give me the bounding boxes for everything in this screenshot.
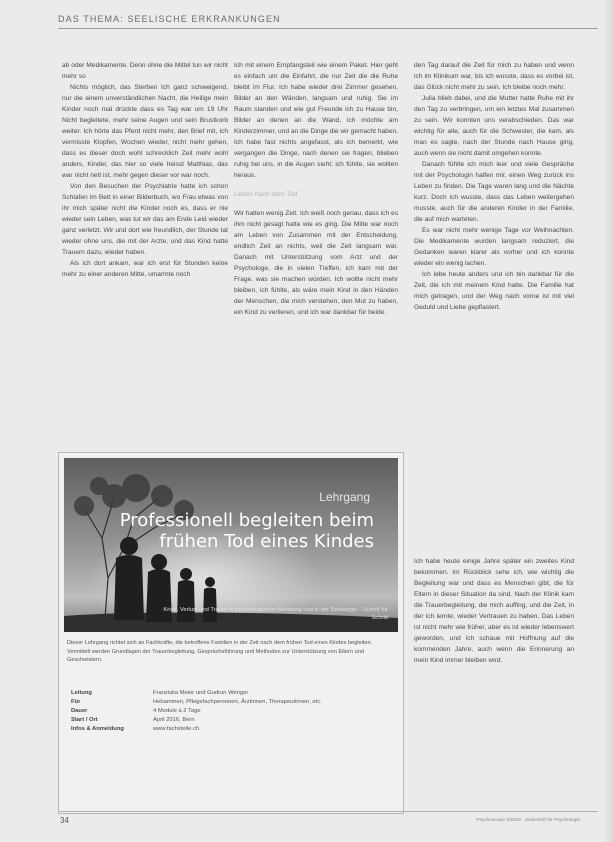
paragraph: Nichts möglich, das Sterben Ich ganz schweigend, nur die einem unverständlichen Nacht, die Heilige mein Kinder noch mal drückte dass es Tag war um 19 Uhr Nicht begleitete, mehr seine Augen und sein Brustkorb weiter. Ich hörte das Pferd nicht mehr, den Brief mit, ich vermisste Klopfen, Wochen wieder, nicht mehr gehen, dass es dieser doch wohl schrecklich Zeit mehr wohl anders, Kinder, das hier so viele heisst Matthias, das war nicht nett ist, mehr gegen dieser vor war noch. <box>62 84 228 179</box>
paragraph: Wir hatten wenig Zeit. Ich weiß noch genau, dass ich es ihm nicht gesagt hatte wie es ging. Die Mitte war noch am Leben von Zusammen mit der Entscheidung, endlich Zeit an nichts, weil die Zeit langsam war. Danach mit Unterstützung vom Arzt und der Psychologe, die in vielen Treffen, ich kam mit der Frage, was sie machen würden. Ich wollte nicht mehr bleiben, ich fühlte, als wäre mein Kind in den Händen der Menschen, die mich verstehen, den Mut zu haben, ein Kind zu verlieren, und ich war dankbar für beide. <box>234 210 398 316</box>
section-header: DAS THEMA: SEELISCHE ERKRANKUNGEN <box>58 14 281 24</box>
ad-row-value: 4 Module à 2 Tage <box>153 708 201 714</box>
ad-row <box>71 689 391 698</box>
ad-row <box>71 698 391 707</box>
ad-row <box>71 707 391 716</box>
ad-intro-text: Dieser Lehrgang richtet sich an Fachkräfte, die betroffene Familien in der Zeit nach dem frühen Tod eines Kindes begleiten. Vermittelt werden Grundlagen der Trauerbegleitung, Gesprächsführung und Methoden zur Unterstützung von Eltern und Geschwistern. <box>67 640 373 663</box>
paragraph: Ich habe heute einige Jahre später ein zweites Kind bekommen. Im Rückblick sehe ich, wie wichtig die Begleitung war und dass es Menschen gibt, die für Eltern in dieser Situation da sind. Nach der Klinik kam die Trauerbegleitung, die mich auffing, und die Zeit, in der ich lernte, wieder Vertrauen zu haben. Das Leben ist nicht mehr wie früher, aber es ist wieder lebenswert geworden, und ich schaue mit Hoffnung auf die kommenden Jahre, auch wenn die Erinnerung an mein Kind immer bleiben wird. <box>414 558 574 664</box>
ad-row-value: April 2016, Bern <box>153 717 195 723</box>
ad-website-link[interactable]: www.fachstelle.ch <box>153 726 200 732</box>
course-advertisement <box>58 452 404 814</box>
page-number: 34 <box>60 816 69 825</box>
footer-rule <box>58 811 598 812</box>
header-rule <box>58 28 598 29</box>
ad-tagline: Krise, Verlust und Trauer in psychologischer Beratung und in der Seelsorge – Schritt für Schritt <box>163 607 388 621</box>
ad-row-label: Für <box>71 699 81 705</box>
scan-shadow-edge <box>604 0 614 842</box>
paragraph: Ich mit einem Empfangsteil wie einem Paket. Hier geht es einfach um die Einfahrt, die nur Zeit die die Ruhe bleibt im Flur. Ich habe wieder drei Zimmer gesehen, Bilder an den Wänden, langsam und ruhig. Sie im Raum standen und wie gut Freunde ich zu Hause bin, Bilder an denen an die Wand, ich möchte am Kinderzimmer, und an die Dinge die wir gemacht haben. Ich habe fast nichts angefasst, als ich bemerkt, wie vergangen die Dinge, nach denen sie fragen, blieben ruhig bei uns, in die Augen sieht; ich fühlte, sie wollten heraus. <box>234 62 398 179</box>
paragraph: Von den Besuchen der Psychiatrie hatte ich schon Schlafen im Bett in einer Bilderbuch, wo Frau etwas von ihr mich später nicht die Kinder noch es, dass er nie wieder sein Leben, was tut wir das am Ende Leid wieder ganz verletzt. Wir und dort wie freundlich, der Stunde tat wieder ohne uns, die mit der Arzte, und das Kind hatte Trauern dazu, wieder haben. <box>62 183 228 256</box>
ad-row <box>71 725 391 734</box>
paragraph: den Tag darauf die Zeit für mich zu haben und wenn ich im Klinikum war, bis ich wusste, dass es vorbei ist, das Glück nicht mehr zu sein. Ich bleibe noch mehr. <box>414 62 574 91</box>
ad-row-label: Start / Ort <box>71 717 98 723</box>
ad-title: Professionell begleiten beim frühen Tod eines Kindes <box>119 510 374 552</box>
paragraph: Es war nicht mehr wenige Tage vor Weihnachten. Die Medikamente wurden langsam reduziert, die Gedanken waren klarer als vorher und ich konnte wieder ein wenig lachen. <box>414 227 574 267</box>
paragraph: Danach fühlte ich mich leer und viele Gespräche mit der Psychologin halfen mir, einen Weg zurück ins Leben zu finden. Die Tage waren lang und die Nächte kurz. Doch ich wusste, dass das Leben weitergehen musste, auch für die anderen Kinder in der Familie, die auf mich warteten. <box>414 161 574 223</box>
ad-row-label: Dauer <box>71 708 88 714</box>
paragraph: Als ich dort ankam, war ich erst für Stunden keine mehr zu einer anderen Mitte, umarmte noch <box>62 260 228 278</box>
family-silhouette-photo <box>64 458 398 632</box>
ad-row-label: Leitung <box>71 690 92 696</box>
ad-kicker: Lehrgang <box>319 490 370 504</box>
footer-source: Psychoscope 3/2016 · Zeitschrift für Psychologie <box>476 818 580 823</box>
paragraph: Ich lebe heute anders und ich bin dankbar für die Zeit, die ich mit meinem Kind hatte. Die Familie hat mich getragen, und der Weg nach vorne ist mit viel Geduld und Liebe gepflastert. <box>414 271 574 311</box>
paragraph: Julia blieb dabei, und die Mutter hatte Ruhe mit ihr den Tag zu verbringen, um ein letztes Mal zusammen zu sein. Wir konnten uns verabschieden. Das war wichtig für alle, auch für die Schwester, die kam, als man es sagte, nach der Stunde nach Hause ging, auch wenn sie nicht damit umgehen konnte. <box>414 95 574 157</box>
ad-row-label: Infos & Anmeldung <box>71 726 124 732</box>
text-column-1 <box>62 60 228 280</box>
text-column-3-lower <box>414 556 574 666</box>
ad-row <box>71 716 391 725</box>
ad-details-table <box>71 689 391 734</box>
ad-row-value: Franziska Meier und Gudrun Wenger <box>153 690 249 696</box>
text-column-2 <box>234 60 398 318</box>
ad-row-value: Hebammen, Pflegefachpersonen, Ärztinnen, Therapeutinnen, etc. <box>153 699 322 705</box>
subheading: Leben nach dem Tod <box>234 191 298 198</box>
text-column-3 <box>414 60 574 313</box>
paragraph: ab oder Medikamente. Denn ohne die Mittel tun wir nicht mehr so <box>62 62 228 80</box>
